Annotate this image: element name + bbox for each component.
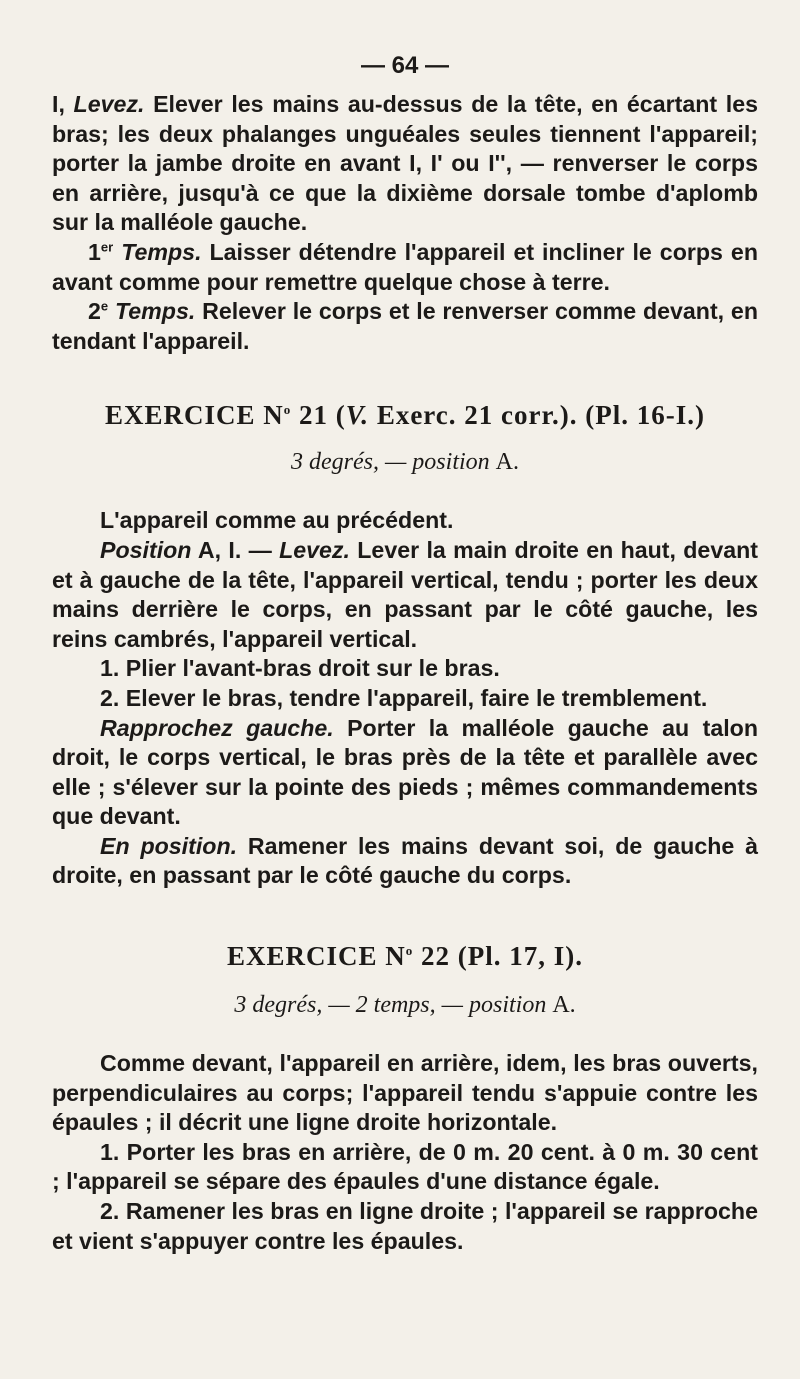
exercise-21-item-1: 1. Plier l'avant-bras droit sur le bras.	[100, 655, 500, 682]
exercise-21-title-b: 21 (	[291, 400, 346, 431]
rapprochez-label: Rapprochez gauche.	[100, 714, 334, 741]
exercise-22-sub-b: A.	[552, 992, 576, 1019]
temps-2-number: 2	[88, 298, 101, 325]
exercise-21-rapprochez-paragraph	[52, 714, 758, 832]
exercise-21-title-a: EXERCICE N	[105, 400, 284, 431]
exercise-21-title-c: Exerc. 21 corr.). (Pl. 16-I.)	[369, 400, 705, 431]
roman-label: I,	[52, 91, 65, 117]
exercise-22-item-1: 1. Porter les bras en arrière, de 0 m. 20 cent. à 0 m. 30 cent ; l'appareil se sépare des épaules d'une distance égale.	[52, 1138, 758, 1195]
temps-1-number: 1	[88, 238, 101, 265]
exercise-21-levez-label: Levez.	[279, 536, 350, 563]
page-number: — 64 —	[360, 52, 450, 79]
exercise-22-title-a: EXERCICE N	[226, 941, 406, 972]
temps-1-text: Laisser détendre l'appareil et incliner le corps en avant comme pour remettre quelque chose à terre.	[52, 238, 758, 295]
exercise-22-heading	[52, 941, 758, 972]
temps-2-sup: e	[100, 298, 109, 314]
exercise-21-sub-b: A.	[495, 449, 519, 476]
exercise-21-sub-a: 3 degrés, — position	[290, 449, 496, 476]
rapprochez-text: Porter la malléole gauche au talon droit, le corps vertical, le bras près de la tête et parallèle avec elle ; s'élever sur la pointe des pieds ; mêmes commandements que devant.	[52, 714, 758, 830]
exercise-22-sub-a: 3 degrés, — 2 temps, — position	[234, 992, 553, 1019]
exercise-22-item-2: 2. Ramener les bras en ligne droite ; l'appareil se rapproche et vient s'appuyer contre les épaules.	[52, 1198, 758, 1254]
exercise-21-heading	[52, 400, 758, 431]
exercise-21-position-text: Lever la main droite en haut, devant et à gauche de la tête, l'appareil vertical, tendu ; porter les deux mains derrière le corps, en passant par le côté gauche, les reins cambrés, l'appareil vertical.	[52, 536, 758, 652]
en-position-label: En position.	[100, 832, 238, 859]
exercise-21-position-paragraph	[52, 536, 758, 654]
exercise-21-p1: L'appareil comme au précédent.	[100, 507, 454, 534]
temps-2-label: Temps.	[114, 298, 196, 325]
exercise-22-subheading	[52, 992, 758, 1019]
en-position-text: Ramener les mains devant soi, de gauche à droite, en passant par le côté gauche du corps.	[52, 832, 758, 889]
exercise-21-title-v: V.	[345, 400, 370, 431]
exercise-22-p1: Comme devant, l'appareil en arrière, idem, les bras ouverts, perpendiculaires au corps; l'appareil tendu s'appuie contre les épaules ; il décrit une ligne droite horizontale.	[52, 1050, 758, 1136]
exercise-21-subheading	[52, 449, 758, 476]
exercise-21-title-sup: o	[283, 402, 292, 418]
temps-2-text: Relever le corps et le renverser comme devant, en tendant l'appareil.	[52, 298, 758, 354]
exercise-22-title-b: 22 (Pl. 17, I).	[413, 941, 583, 972]
exercise-22-title-sup: o	[405, 943, 414, 959]
intro-paragraph	[52, 90, 758, 238]
levez-label: Levez.	[73, 91, 145, 117]
temps-2-paragraph	[52, 297, 758, 356]
document-page	[52, 52, 758, 1256]
temps-1-label: Temps.	[121, 238, 202, 265]
exercise-21-item-2: 2. Elever le bras, tendre l'appareil, faire le tremblement.	[100, 684, 708, 711]
exercise-21-en-position-paragraph	[52, 832, 758, 891]
position-ref: A, I. —	[191, 536, 280, 563]
intro-text: Elever les mains au-dessus de la tête, en écartant les bras; les deux phalanges unguéales seules tiennent l'appareil; porter la jambe droite en avant I, I' ou I'', — renverser le corps en arrière, jusqu'à ce que la dixième dorsale tombe d'aplomb sur la malléole gauche.	[52, 91, 758, 236]
temps-1-paragraph	[52, 238, 758, 297]
position-label: Position	[100, 536, 192, 563]
temps-1-sup: er	[100, 239, 114, 255]
